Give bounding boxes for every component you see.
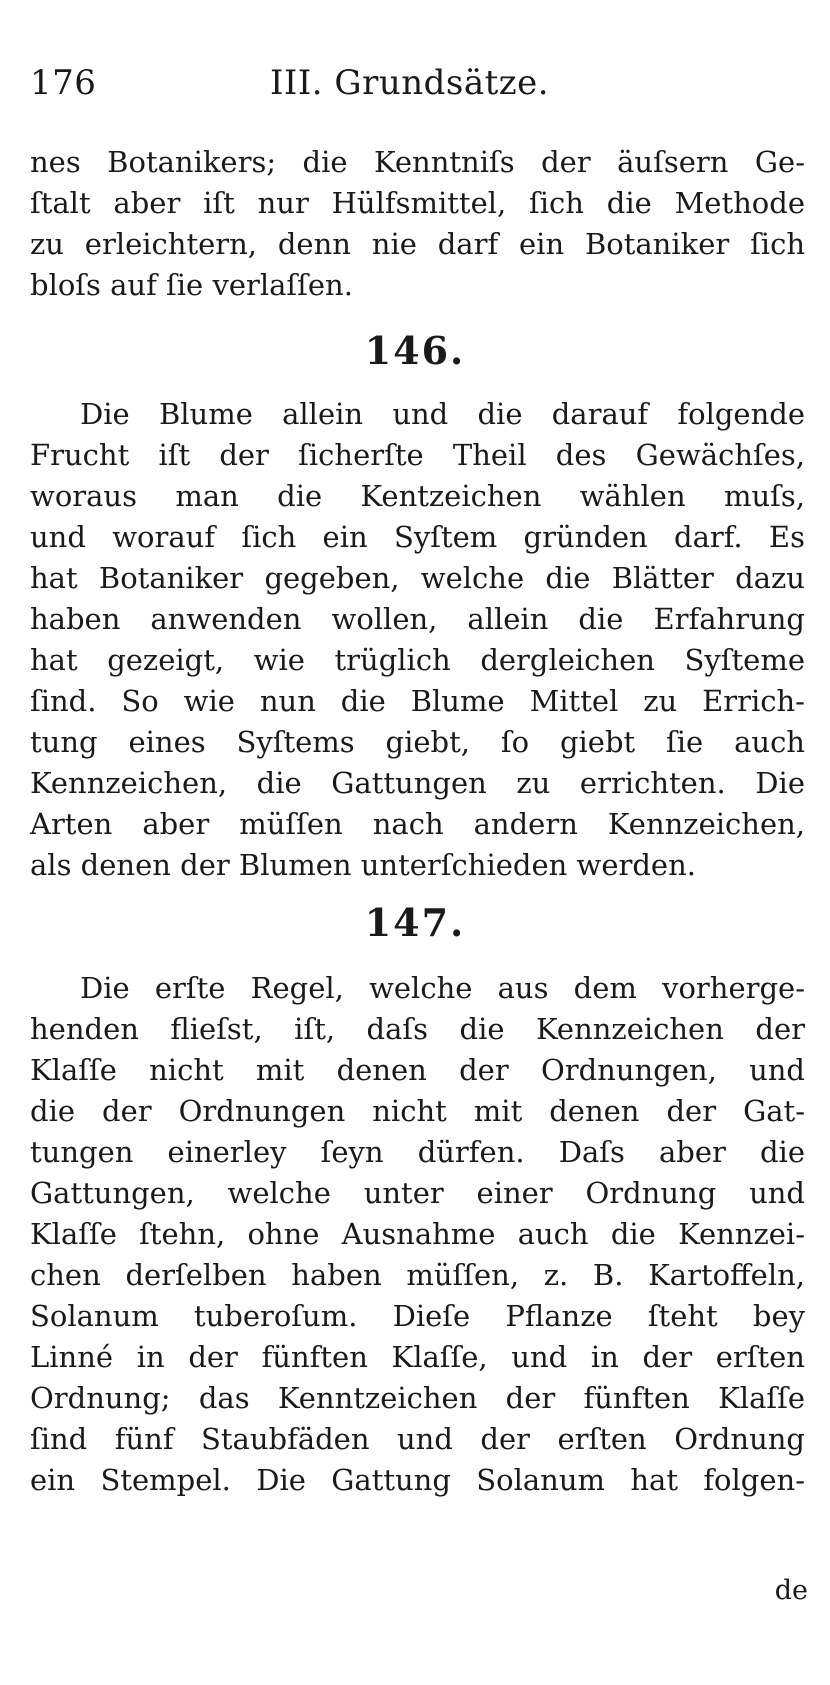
text-line: ein Stempel. Die Gattung Solanum hat folgen- — [30, 1463, 805, 1497]
text-line: Ordnung; das Kenntzeichen der fünften Klaſſe — [30, 1381, 805, 1415]
text-line: und worauf ſich ein Syſtem gründen darf. Es — [30, 520, 805, 554]
text-line: ſtalt aber iſt nur Hülfsmittel, ſich die Methode — [30, 186, 805, 220]
text-line: Die erſte Regel, welche aus dem vorherge- — [80, 971, 805, 1005]
text-line: hat gezeigt, wie trüglich dergleichen Syſteme — [30, 643, 805, 677]
text-line: bloſs auf ſie verlaſſen. — [30, 268, 353, 302]
paragraph-continuation — [30, 142, 805, 306]
text-line: ſind. So wie nun die Blume Mittel zu Errich- — [30, 684, 805, 718]
text-line: Klaſſe nicht mit denen der Ordnungen, und — [30, 1053, 805, 1087]
text-line: nes Botanikers; die Kenntniſs der äuſsern Ge- — [30, 145, 805, 179]
text-line: tung eines Syſtems giebt, ſo giebt ſie auch — [30, 725, 805, 759]
text-line: woraus man die Kentzeichen wählen muſs, — [30, 479, 805, 513]
text-line: Klaſſe ſtehn, ohne Ausnahme auch die Kennzei- — [30, 1217, 805, 1251]
text-line: Arten aber müſſen nach andern Kennzeichen, — [30, 807, 805, 841]
text-line: Die Blume allein und die darauf folgende — [80, 397, 805, 431]
page-header — [30, 58, 590, 108]
text-line: ſind fünf Staubfäden und der erſten Ordnung — [30, 1422, 805, 1456]
text-line: henden flieſst, iſt, daſs die Kennzeichen der — [30, 1012, 805, 1046]
text-line: chen derſelben haben müſſen, z. B. Kartoffeln, — [30, 1258, 805, 1292]
text-line: die der Ordnungen nicht mit denen der Gat- — [30, 1094, 805, 1128]
paragraph-147 — [30, 968, 805, 1501]
catchword: de — [774, 1575, 808, 1606]
text-line: Linné in der fünften Klaſſe, und in der erſten — [30, 1340, 805, 1374]
text-line: tungen einerley ſeyn dürfen. Daſs aber die — [30, 1135, 805, 1169]
text-line: Solanum tuberoſum. Dieſe Pflanze ſteht bey — [30, 1299, 805, 1333]
text-line: Frucht iſt der ſicherſte Theil des Gewächſes, — [30, 438, 805, 472]
paragraph-146 — [30, 394, 805, 886]
page-number: 176 — [30, 63, 97, 103]
text-line: zu erleichtern, denn nie darf ein Botaniker ſich — [30, 227, 805, 261]
text-line: Kennzeichen, die Gattungen zu errichten. Die — [30, 766, 805, 800]
text-line: als denen der Blumen unterſchieden werden. — [30, 848, 696, 882]
text-line: hat Botaniker gegeben, welche die Blätter dazu — [30, 561, 805, 595]
text-line: haben anwenden wollen, allein die Erfahrung — [30, 602, 805, 636]
section-number-146: 146. — [364, 328, 466, 373]
section-number-147: 147. — [364, 900, 466, 945]
running-title: III. Grundsätze. — [270, 63, 550, 103]
text-line: Gattungen, welche unter einer Ordnung und — [30, 1176, 805, 1210]
